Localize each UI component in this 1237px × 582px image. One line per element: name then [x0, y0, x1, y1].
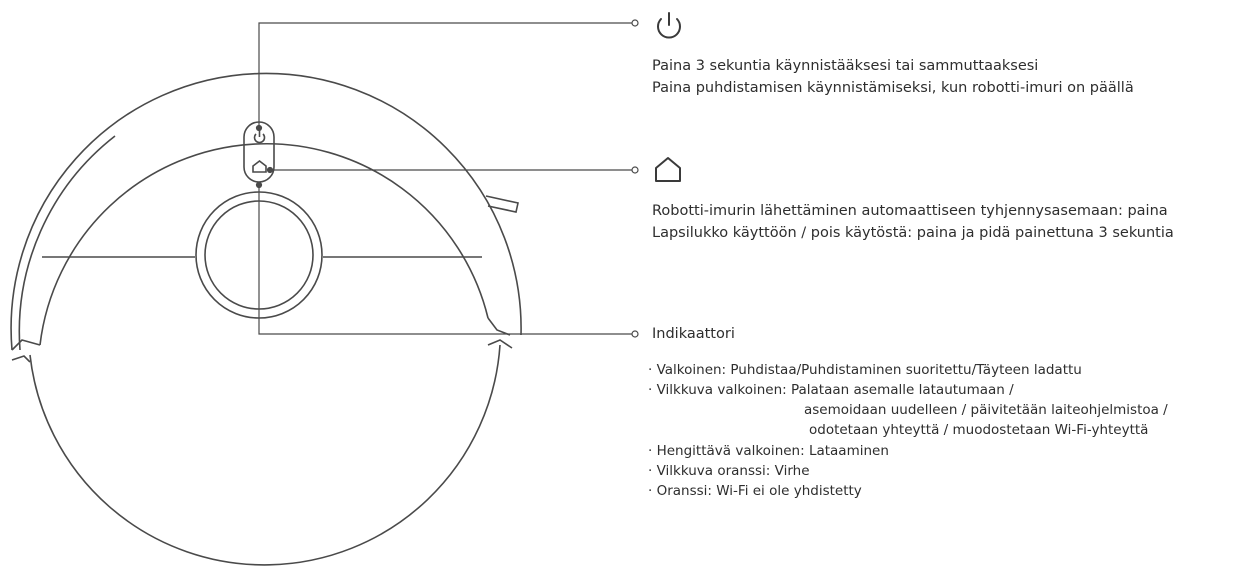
robot-left-lower-notch — [12, 356, 30, 362]
indicator-leader-dot — [632, 331, 638, 337]
power-leader-line — [259, 23, 632, 128]
power-leader-dot — [632, 20, 638, 26]
indicator-item-breathing-white: · Hengittävä valkoinen: Lataaminen — [648, 443, 889, 459]
indicator-item-flashing-white-cont-1: asemoidaan uudelleen / päivitetään laiteohjelmistoa / — [804, 402, 1168, 418]
indicator-item-white: · Valkoinen: Puhdistaa/Puhdistaminen suoritettu/Täyteen ladattu — [648, 362, 1082, 378]
indicator-anchor-dot — [257, 183, 262, 188]
home-leader-dot — [632, 167, 638, 173]
home-line-2: Lapsilukko käyttöön / pois käytöstä: paina ja pidä painettuna 3 sekuntia — [652, 225, 1174, 241]
indicator-item-flashing-orange: · Vilkkuva oranssi: Virhe — [648, 463, 810, 479]
indicator-leader-line — [259, 185, 632, 334]
button-home-icon — [253, 161, 266, 172]
indicator-item-flashing-white: · Vilkkuva valkoinen: Palataan asemalle latautumaan / — [648, 382, 1014, 398]
power-line-2: Paina puhdistamisen käynnistämiseksi, kun robotti-imuri on päällä — [652, 80, 1134, 96]
side-brush-edge — [486, 196, 518, 212]
home-line-1: Robotti-imurin lähettäminen automaattiseen tyhjennysasemaan: paina — [652, 203, 1168, 219]
robot-right-notch — [488, 318, 510, 335]
robot-left-notch — [12, 340, 40, 350]
indicator-item-orange: · Oranssi: Wi-Fi ei ole yhdistetty — [648, 483, 862, 499]
home-icon — [652, 155, 684, 185]
power-icon — [652, 9, 686, 43]
robot-lower-arc — [30, 345, 500, 565]
power-anchor-dot — [257, 126, 262, 131]
power-line-1: Paina 3 sekuntia käynnistääksesi tai sammuttaaksesi — [652, 58, 1039, 74]
indicator-item-flashing-white-cont-2: odotetaan yhteyttä / muodostetaan Wi-Fi-yhteyttä — [809, 422, 1149, 438]
indicator-title: Indikaattori — [652, 326, 735, 342]
home-anchor-dot — [268, 168, 273, 173]
robot-inner-rim — [40, 144, 488, 345]
